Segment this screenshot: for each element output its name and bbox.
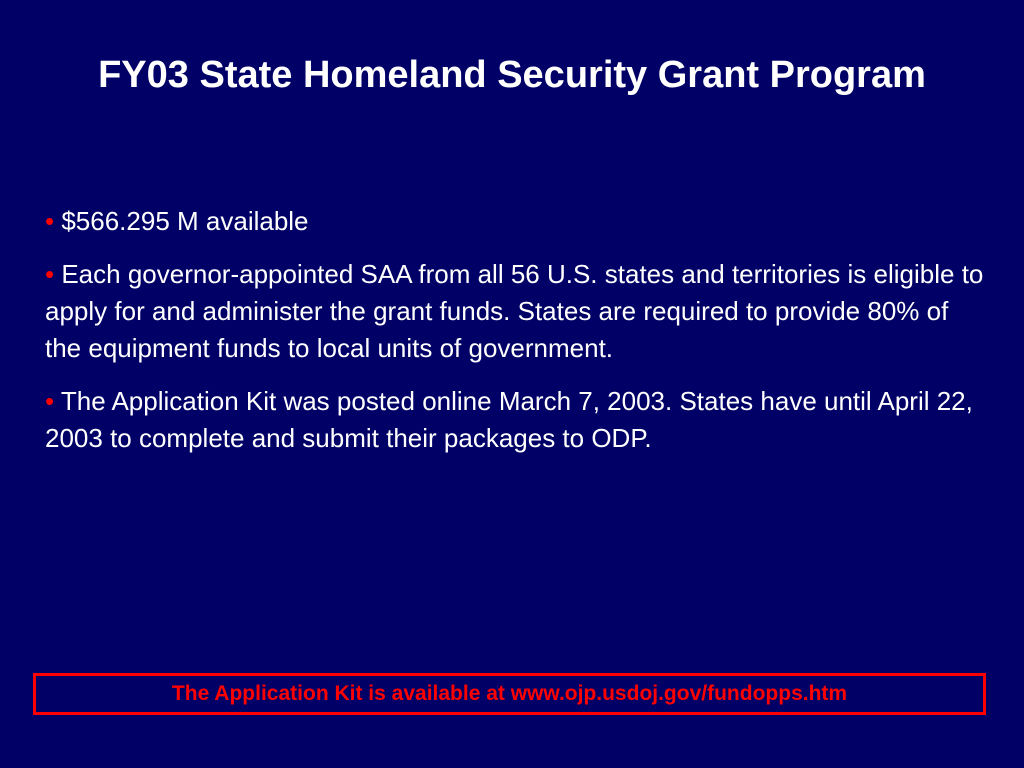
bullet-icon: • xyxy=(45,386,55,416)
bullet-text: Each governor-appointed SAA from all 56 U.S. states and territories is eligible to apply for and administer the grant funds. States are required to provide 80% of the equipment funds to local units of government. xyxy=(45,259,984,363)
bullet-text: The Application Kit was posted online March 7, 2003. States have until April 22, 2003 to complete and submit their packages to ODP. xyxy=(45,386,973,453)
bullet-item xyxy=(45,383,985,457)
bullet-item xyxy=(45,203,985,240)
bullet-list xyxy=(45,203,985,473)
slide-title: FY03 State Homeland Security Grant Program xyxy=(98,54,926,96)
notice-box xyxy=(33,673,986,715)
bullet-text: $566.295 M available xyxy=(61,206,309,236)
bullet-icon: • xyxy=(45,259,55,289)
bullet-item xyxy=(45,256,985,367)
notice-text: The Application Kit is available at www.ojp.usdoj.gov/fundopps.htm xyxy=(171,682,848,705)
bullet-icon: • xyxy=(45,206,55,236)
